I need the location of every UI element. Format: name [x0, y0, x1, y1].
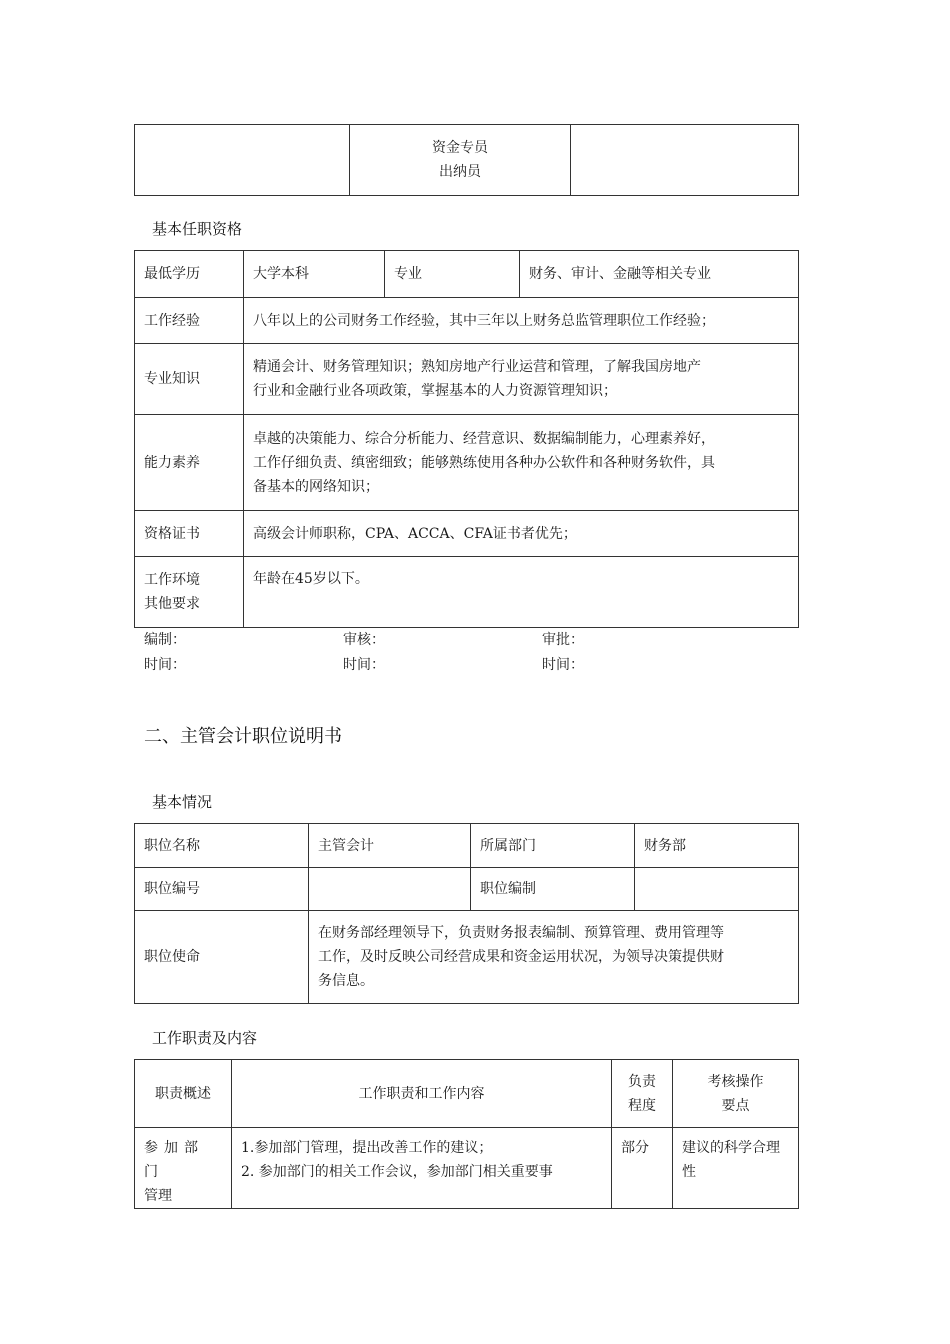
mission-label: 职位使命 [135, 911, 309, 1004]
cert-value: 高级会计师职称，CPA、ACCA、CFA证书者优先； [244, 511, 799, 557]
dept-label: 所属部门 [471, 824, 635, 868]
section-title-basic-info: 基本情况 [152, 793, 213, 811]
top-cell-line2: 出纳员 [439, 164, 481, 180]
ability-value [244, 415, 799, 511]
pos-no-label: 职位编号 [135, 868, 309, 911]
duties-header-row [135, 1060, 799, 1128]
pos-no-value [309, 868, 471, 911]
row1-overview [135, 1128, 232, 1209]
row-environment [135, 557, 799, 628]
sig-compile: 编制： [144, 632, 186, 648]
row1-content-line-2: 2. 参加部门的相关工作会议，参加部门相关重要事 [241, 1164, 553, 1180]
row1-overview-line-2: 管理 [144, 1188, 172, 1204]
head-degree-line-1: 负责 [628, 1073, 656, 1090]
row-position-number [135, 868, 799, 911]
sig-time-2: 时间： [343, 657, 385, 673]
row1-overview-line-1: 参加部门 [144, 1140, 204, 1180]
top-cell-line1: 资金专员 [432, 140, 488, 156]
knowledge-line-1: 精通会计、财务管理知识；熟知房地产行业运营和管理，了解我国房地产 [253, 359, 701, 375]
top-table-cell-left [135, 125, 350, 196]
section-title-chief-accountant: 二、主管会计职位说明书 [144, 726, 342, 747]
mission-line-2: 工作，及时反映公司经营成果和资金运用状况，为领导决策提供财 [318, 949, 724, 965]
pos-quota-label: 职位编制 [471, 868, 635, 911]
env-value: 年龄在45岁以下。 [244, 557, 799, 628]
section-title-basic-qualifications: 基本任职资格 [152, 220, 243, 238]
major-label: 专业 [385, 251, 520, 298]
ability-label: 能力素养 [135, 415, 244, 511]
qualifications-table [134, 250, 799, 628]
row-certificate [135, 511, 799, 557]
basic-info-table [134, 823, 799, 1004]
ability-line-3: 备基本的网络知识； [253, 478, 379, 495]
head-degree [612, 1060, 673, 1128]
ability-line-1: 卓越的决策能力、综合分析能力、经营意识、数据编制能力，心理素养好， [253, 430, 715, 447]
row-ability [135, 415, 799, 511]
row1-check-line-2: 性 [682, 1164, 696, 1180]
edu-value: 大学本科 [244, 251, 385, 298]
row1-degree: 部分 [612, 1128, 673, 1209]
row-mission [135, 911, 799, 1004]
row-position-name [135, 824, 799, 868]
mission-value [309, 911, 799, 1004]
head-check [673, 1060, 799, 1128]
row1-content [232, 1128, 612, 1209]
pos-quota-value [635, 868, 799, 911]
mission-line-3: 务信息。 [318, 973, 374, 989]
head-degree-line-2: 程度 [628, 1097, 656, 1114]
sig-review: 审核： [343, 632, 385, 648]
section-title-duties: 工作职责及内容 [152, 1029, 258, 1047]
pos-name-label: 职位名称 [135, 824, 309, 868]
head-overview: 职责概述 [135, 1060, 232, 1128]
row1-check-line-1: 建议的科学合理 [682, 1140, 780, 1156]
env-label [135, 557, 244, 628]
row-education [135, 251, 799, 298]
sig-approve: 审批： [542, 632, 584, 648]
top-table-cell-right [571, 125, 799, 196]
row1-check [673, 1128, 799, 1209]
env-label-line-1: 工作环境 [144, 572, 200, 588]
top-table-cell-middle [350, 125, 571, 196]
pos-name-value: 主管会计 [309, 824, 471, 868]
top-table [134, 124, 799, 196]
row-experience [135, 298, 799, 344]
mission-line-1: 在财务部经理领导下，负责财务报表编制、预算管理、费用管理等 [318, 925, 724, 941]
row1-content-line-1: 1.参加部门管理，提出改善工作的建议； [241, 1140, 493, 1156]
duties-table [134, 1059, 799, 1209]
sig-time-3: 时间： [542, 657, 584, 673]
knowledge-label: 专业知识 [135, 344, 244, 415]
knowledge-line-2: 行业和金融行业各项政策，掌握基本的人力资源管理知识； [253, 383, 617, 399]
knowledge-value [244, 344, 799, 415]
major-value: 财务、审计、金融等相关专业 [520, 251, 799, 298]
exp-label: 工作经验 [135, 298, 244, 344]
table-row [135, 1128, 799, 1209]
ability-line-2: 工作仔细负责、缜密细致；能够熟练使用各种办公软件和各种财务软件，具 [253, 454, 715, 471]
head-check-line-2: 要点 [721, 1097, 750, 1114]
row-knowledge [135, 344, 799, 415]
sig-time-1: 时间： [144, 657, 186, 673]
edu-label: 最低学历 [135, 251, 244, 298]
head-check-line-1: 考核操作 [707, 1073, 764, 1090]
env-label-line-2: 其他要求 [144, 596, 200, 612]
cert-label: 资格证书 [135, 511, 244, 557]
head-content: 工作职责和工作内容 [232, 1060, 612, 1128]
dept-value: 财务部 [635, 824, 799, 868]
exp-value: 八年以上的公司财务工作经验，其中三年以上财务总监管理职位工作经验； [244, 298, 799, 344]
